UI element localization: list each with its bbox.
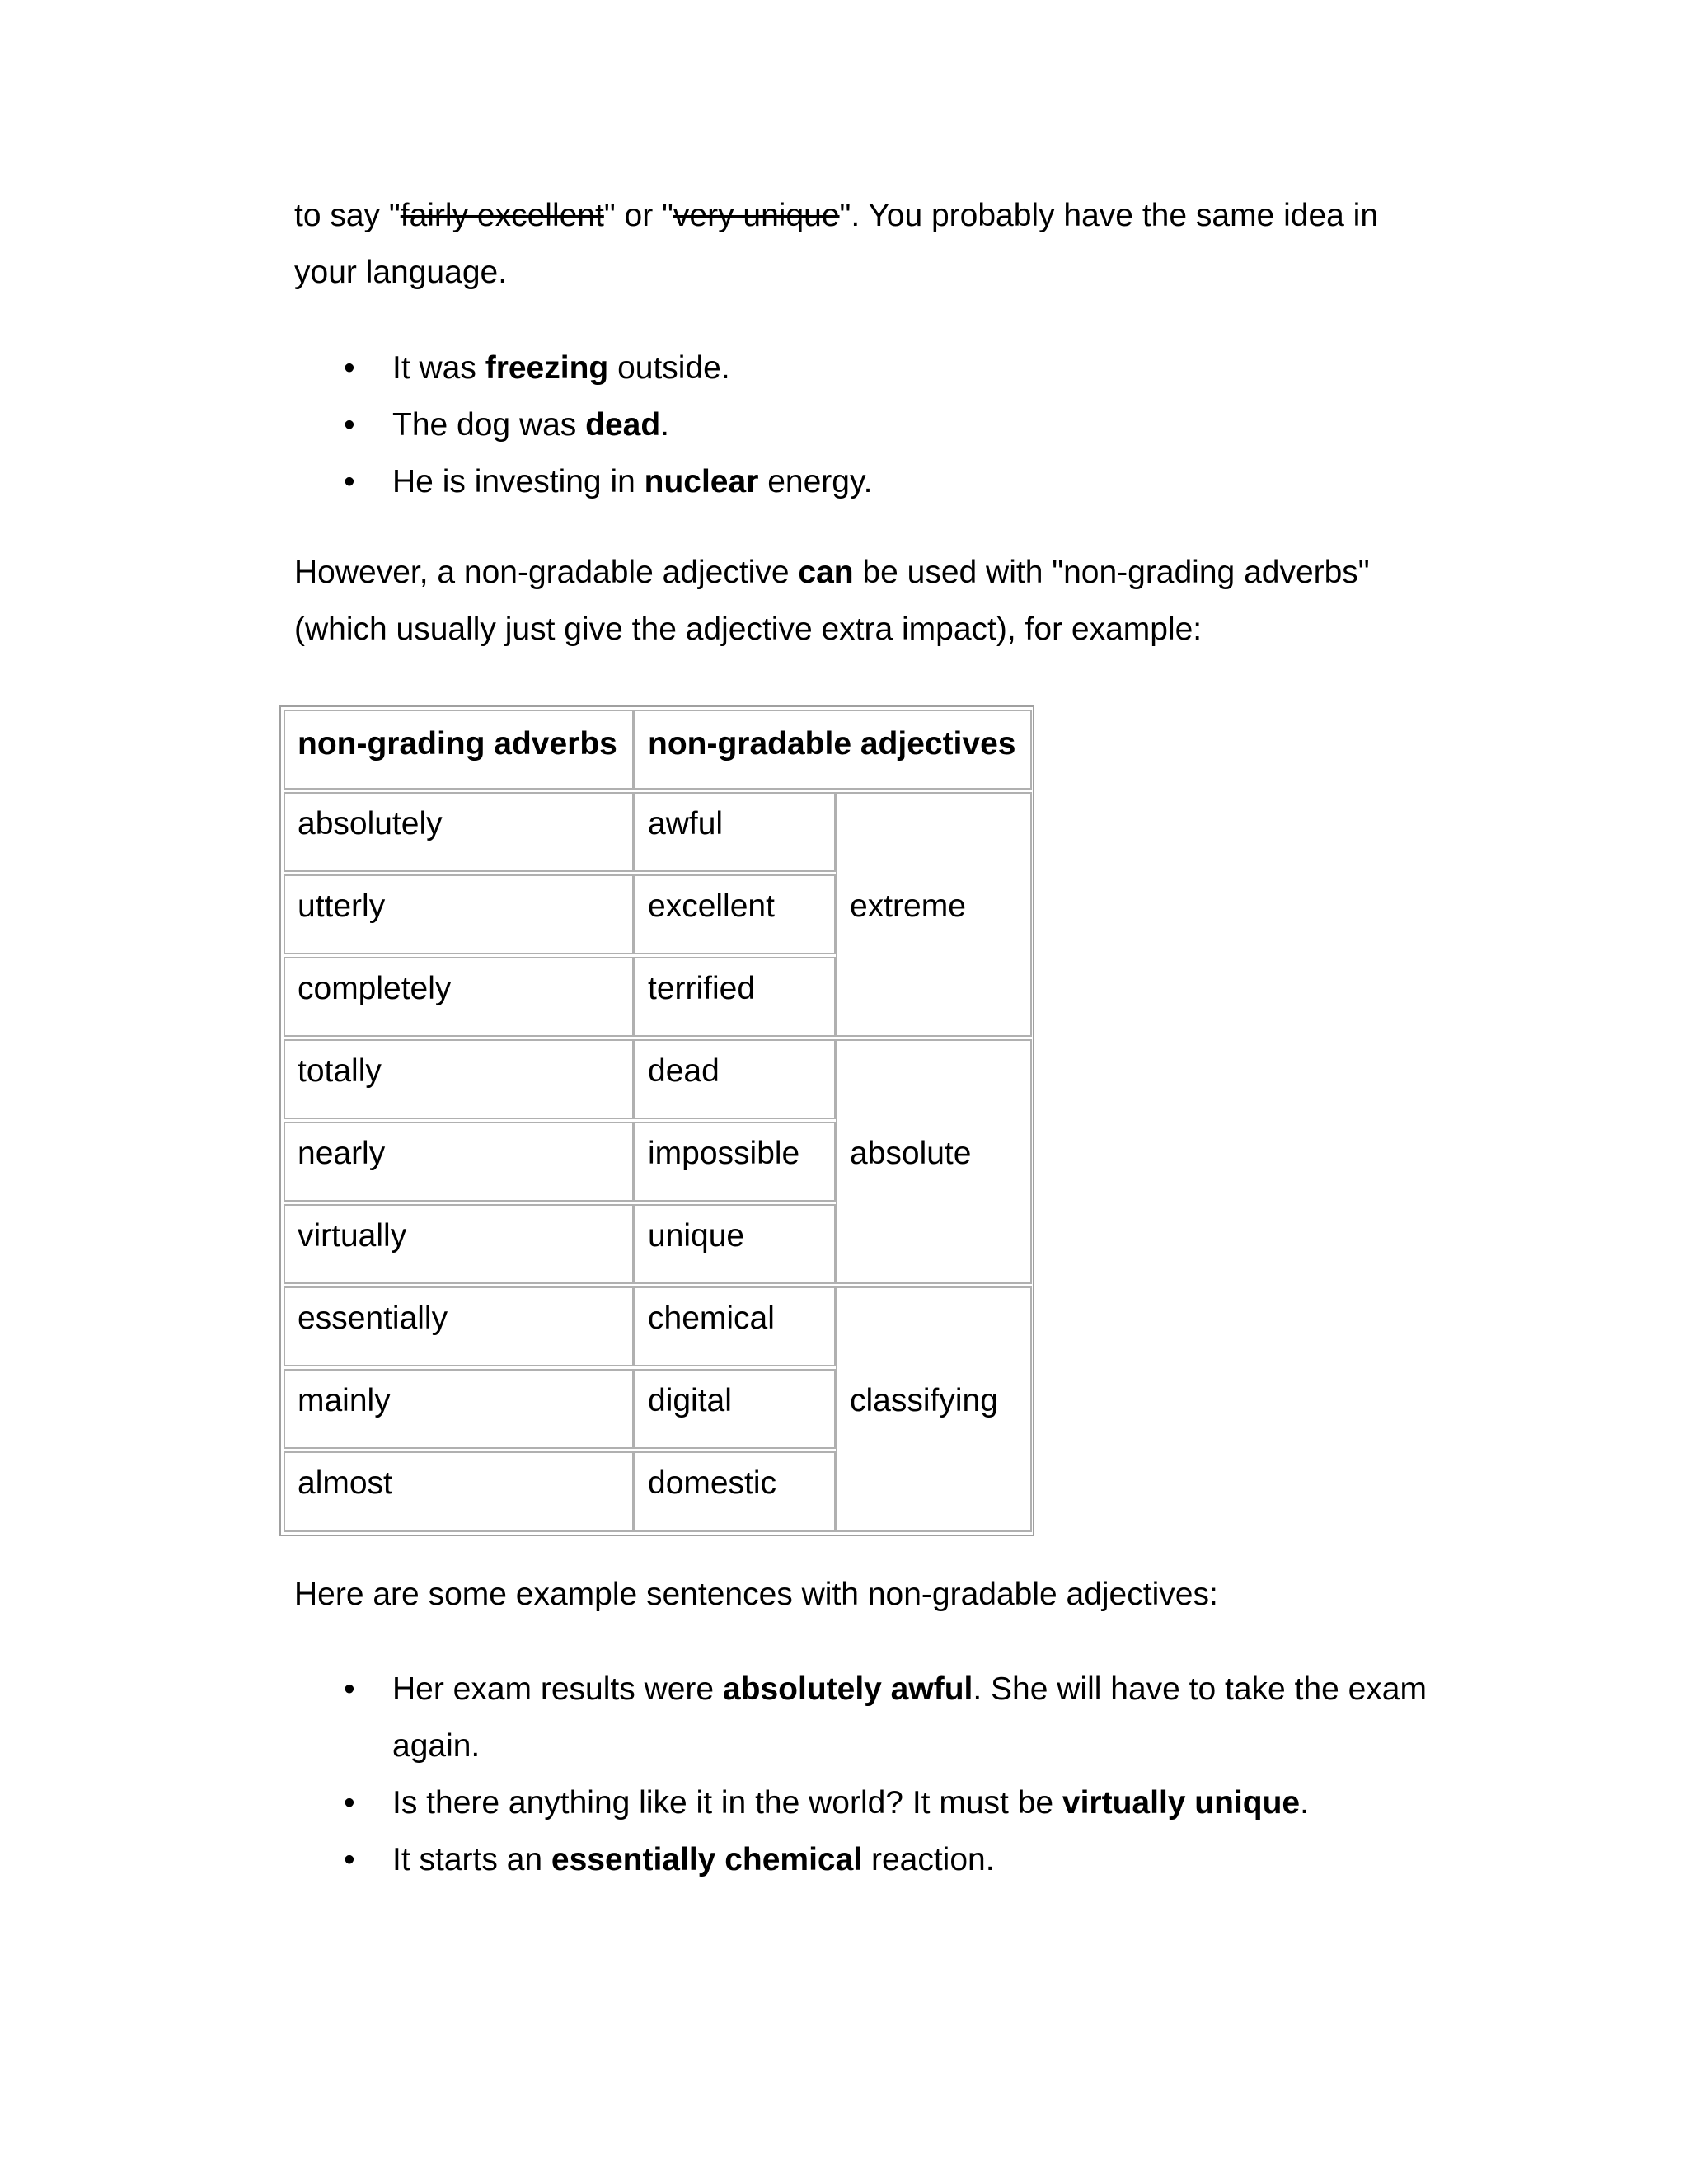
examples-intro: Here are some example sentences with non-gradable adjectives:: [294, 1577, 1218, 1612]
table-cell-adjective: [634, 957, 836, 1037]
header-label: non-grading adverbs: [298, 726, 617, 762]
cell-text: chemical: [648, 1301, 775, 1336]
list-item-bold: absolutely awful: [722, 1671, 973, 1707]
however-text: However, a non-gradable adjective: [294, 555, 799, 590]
table-cell-adverb: [284, 1039, 634, 1119]
cell-text: classifying: [850, 1383, 998, 1418]
list-item: [294, 396, 1498, 453]
list-item-text: It was: [392, 350, 485, 386]
list-item-text: . She will have to take the exam: [973, 1671, 1427, 1707]
cell-text: domestic: [648, 1465, 777, 1501]
list-item-text-line2: again.: [392, 1728, 481, 1764]
table-cell-adjective: [634, 874, 836, 954]
header-label: non-gradable adjectives: [648, 726, 1016, 762]
list-item-text: Her exam results were: [392, 1671, 723, 1707]
table-cell-adjective: [634, 1122, 836, 1202]
cell-text: excellent: [648, 888, 775, 924]
list-item-bold: dead: [585, 407, 661, 443]
intro-text-3: ". You probably have the same idea in: [839, 198, 1379, 233]
table-cell-adjective: [634, 1286, 836, 1366]
list-item: [294, 453, 1498, 510]
list-item: [294, 340, 1498, 396]
table-cell-adverb: [284, 1286, 634, 1366]
cell-text: dead: [648, 1053, 720, 1089]
bullet-icon: •: [344, 407, 355, 443]
intro-text-1: to say ": [294, 198, 401, 233]
adverb-adjective-table: [279, 705, 1034, 1536]
cell-text: absolute: [850, 1136, 972, 1171]
cell-text: almost: [298, 1465, 392, 1501]
table-cell-adverb: [284, 957, 634, 1037]
list-item-bold: nuclear: [644, 464, 759, 499]
example-list-nongradable: [294, 1661, 1498, 1888]
table-cell-adjective: [634, 1451, 836, 1532]
list-item-text: reaction.: [862, 1842, 995, 1877]
cell-text: extreme: [850, 888, 966, 924]
table-cell-adverb: [284, 1451, 634, 1532]
table-cell-adverb: [284, 1122, 634, 1202]
bullet-icon: •: [344, 1671, 355, 1707]
bullet-icon: •: [344, 464, 355, 499]
table-cell-group-absolute: [836, 1039, 1032, 1284]
cell-text: impossible: [648, 1136, 800, 1171]
list-item-text: .: [660, 407, 670, 443]
table-cell-adverb: [284, 1204, 634, 1284]
list-item-bold: freezing: [485, 350, 609, 386]
table-header-adjectives: [634, 710, 1032, 790]
cell-text: nearly: [298, 1136, 386, 1171]
list-item: [294, 1831, 1498, 1888]
table-cell-adverb: [284, 1369, 634, 1449]
however-paragraph: [294, 544, 1465, 658]
bullet-icon: •: [344, 1785, 355, 1821]
table-cell-group-extreme: [836, 792, 1032, 1037]
cell-text: unique: [648, 1218, 745, 1254]
cell-text: awful: [648, 806, 724, 841]
list-item-text: He is investing in: [392, 464, 645, 499]
list-item: [294, 1774, 1498, 1831]
cell-text: terrified: [648, 971, 756, 1006]
cell-text: utterly: [298, 888, 386, 924]
cell-text: virtually: [298, 1218, 407, 1254]
table-cell-adverb: [284, 792, 634, 872]
table-cell-adjective: [634, 792, 836, 872]
bullet-icon: •: [344, 350, 355, 386]
table-header-adverbs: [284, 710, 634, 790]
list-item-bold: essentially chemical: [551, 1842, 863, 1877]
list-item-text: It starts an: [392, 1842, 551, 1877]
cell-text: absolutely: [298, 806, 443, 841]
cell-text: essentially: [298, 1301, 448, 1336]
however-text: be used with "non-grading adverbs": [853, 555, 1370, 590]
example-list-gradable: [294, 340, 1498, 510]
list-item-bold: virtually unique: [1062, 1785, 1301, 1821]
however-bold: can: [798, 555, 854, 590]
cell-text: digital: [648, 1383, 732, 1418]
intro-paragraph: [294, 187, 1465, 301]
list-item-text: .: [1300, 1785, 1309, 1821]
struck-phrase-very-unique: very unique: [673, 198, 840, 233]
intro-text-2: " or ": [603, 198, 673, 233]
table-cell-adjective: [634, 1204, 836, 1284]
list-item-text: energy.: [758, 464, 873, 499]
cell-text: completely: [298, 971, 452, 1006]
table-cell-group-classifying: [836, 1286, 1032, 1532]
however-text-line2: (which usually just give the adjective extra impact), for example:: [294, 612, 1203, 647]
cell-text: mainly: [298, 1383, 391, 1418]
struck-phrase-fairly-excellent: fairly excellent: [400, 198, 604, 233]
list-item-text: outside.: [608, 350, 730, 386]
table-cell-adjective: [634, 1369, 836, 1449]
list-item-text: Is there anything like it in the world? It must be: [392, 1785, 1062, 1821]
intro-text-line2: your language.: [294, 255, 508, 290]
list-item-text: The dog was: [392, 407, 586, 443]
table-cell-adjective: [634, 1039, 836, 1119]
bullet-icon: •: [344, 1842, 355, 1877]
table-cell-adverb: [284, 874, 634, 954]
cell-text: totally: [298, 1053, 382, 1089]
list-item: [294, 1661, 1498, 1774]
